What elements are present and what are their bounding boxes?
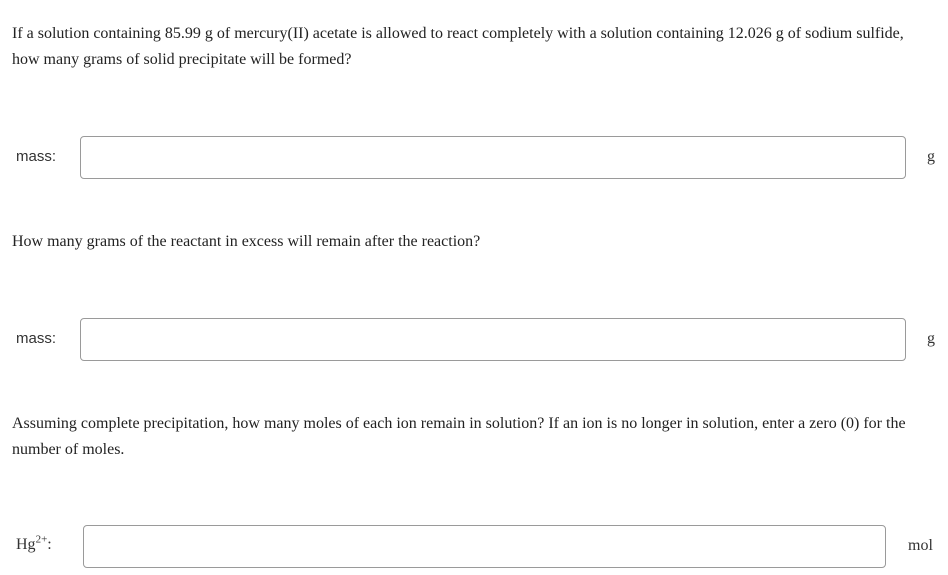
- unit-label: g: [927, 330, 935, 347]
- label-colon: :: [47, 536, 52, 553]
- ion-symbol: Hg: [16, 536, 36, 553]
- question-2-text: How many grams of the reactant in excess will remain after the reaction?: [12, 233, 481, 250]
- hg-ion-label: [16, 533, 52, 554]
- question-1-text: If a solution containing 85.99 g of mercury(II) acetate is allowed to react completely with a solution containing 12.026 g of sodium sulfide, how many grams of solid precipitate will be formed?: [12, 25, 904, 68]
- answer-row-hg-ion-moles: [0, 525, 948, 569]
- question-3-text: Assuming complete precipitation, how many moles of each ion remain in solution? If an ion is no longer in solution, enter a zero (0) for the number of moles.: [12, 415, 906, 458]
- mass-label: mass:: [16, 330, 57, 347]
- answer-row-excess-mass: [0, 318, 948, 362]
- answer-row-precipitate-mass: [0, 136, 948, 180]
- precipitate-mass-input[interactable]: [80, 136, 906, 179]
- mass-label: mass:: [16, 148, 57, 165]
- hg-ion-moles-input[interactable]: [83, 525, 886, 568]
- ion-charge: 2+: [35, 533, 48, 546]
- excess-reactant-mass-input[interactable]: [80, 318, 906, 361]
- unit-label: g: [927, 148, 935, 165]
- unit-label: mol: [908, 537, 933, 554]
